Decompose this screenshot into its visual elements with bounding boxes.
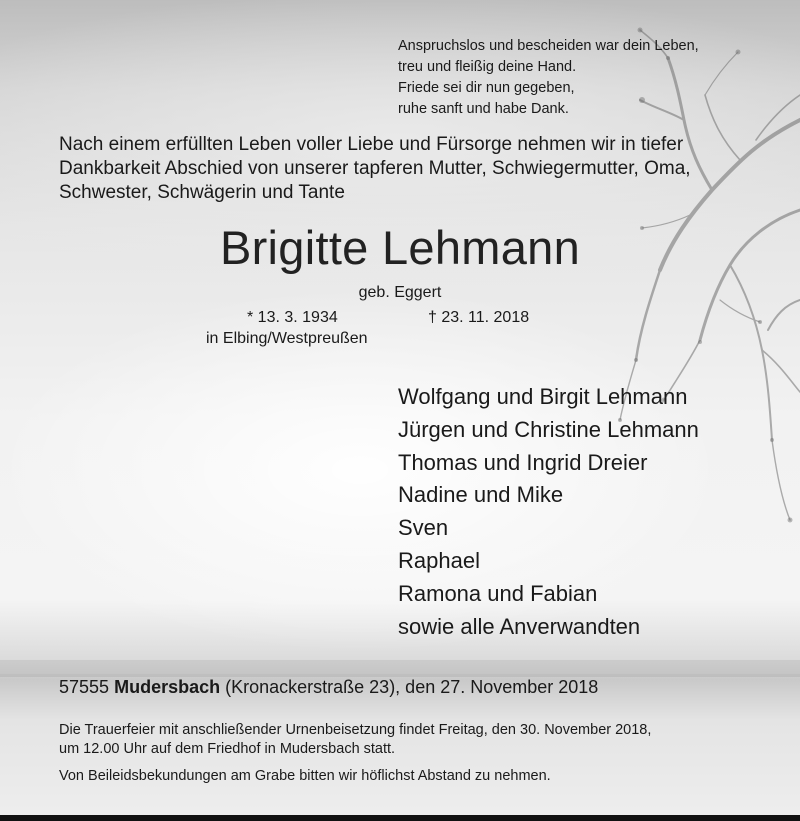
condolence-note: Von Beileidsbekundungen am Grabe bitten wir höflichst Abstand zu nehmen.: [59, 768, 551, 784]
mourners-list: [398, 381, 699, 643]
poem-line: treu und fleißig deine Hand.: [398, 59, 577, 75]
maiden-name: geb. Eggert: [358, 284, 442, 301]
intro-line: Schwester, Schwägerin und Tante: [59, 182, 345, 203]
poem-line: Friede sei dir nun gegeben,: [398, 80, 575, 96]
poem-line: ruhe sanft und habe Dank.: [398, 101, 569, 117]
mourner: sowie alle Anverwandten: [398, 613, 641, 639]
address-rest: (Kronackerstraße 23), den 27. November 2018: [225, 677, 599, 697]
mourner: Wolfgang und Birgit Lehmann: [398, 384, 688, 409]
deceased-name: Brigitte Lehmann: [219, 221, 581, 274]
death-date: † 23. 11. 2018: [428, 309, 530, 326]
mourner: Ramona und Fabian: [398, 580, 598, 606]
poem-line: Anspruchslos und bescheiden war dein Leben,: [398, 38, 699, 54]
funeral-service-info: [59, 721, 651, 759]
mourner: Thomas und Ingrid Dreier: [398, 449, 648, 475]
intro-line: Dankbarkeit Abschied von unserer tapferen Mutter, Schwiegermutter, Oma,: [59, 158, 691, 179]
birthplace: in Elbing/Westpreußen: [206, 330, 368, 347]
memorial-poem: [398, 36, 699, 120]
address-town: Mudersbach: [114, 677, 221, 697]
mourner: Jürgen und Christine Lehmann: [398, 416, 699, 442]
intro-text: [59, 133, 691, 205]
service-line: um 12.00 Uhr auf dem Friedhof in Mudersbach statt.: [59, 741, 396, 757]
mourner: Nadine und Mike: [398, 482, 564, 508]
intro-line: Nach einem erfüllten Leben voller Liebe und Fürsorge nehmen wir in tiefer: [59, 134, 684, 155]
service-line: Die Trauerfeier mit anschließender Urnenbeisetzung findet Freitag, den 30. November 2018,: [59, 722, 652, 738]
birth-date: * 13. 3. 1934: [247, 309, 338, 326]
address-postcode: 57555: [59, 677, 110, 697]
mourner: Sven: [398, 515, 449, 541]
address-line: [59, 677, 598, 698]
mourner: Raphael: [398, 547, 480, 573]
